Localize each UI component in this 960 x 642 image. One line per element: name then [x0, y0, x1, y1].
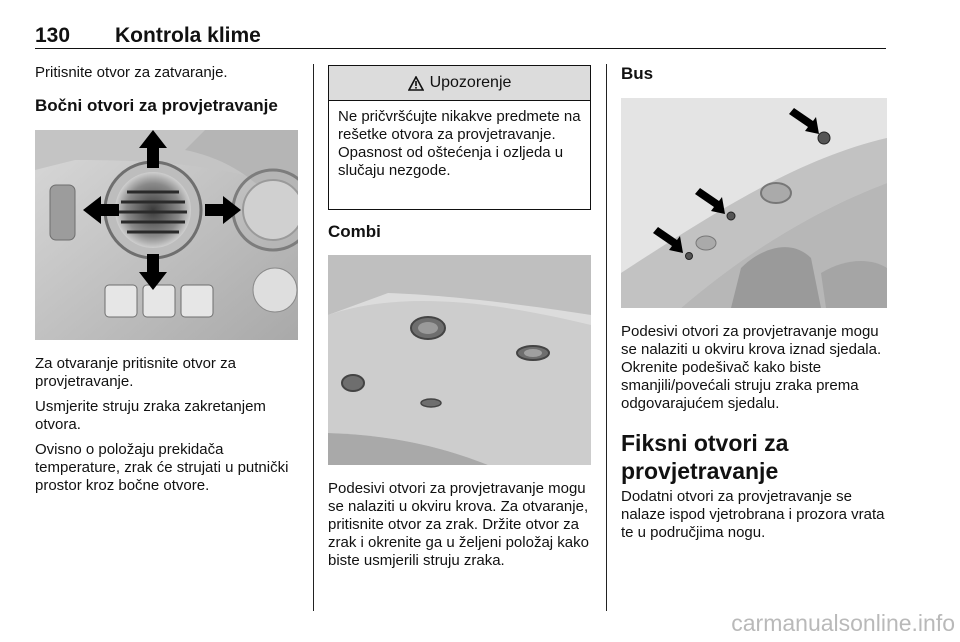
- side-vent-illustration: [35, 130, 300, 340]
- intro-text: Pritisnite otvor za zatvaranje.: [35, 64, 228, 81]
- side-vents-heading: Bočni otvori za provjetravanje: [35, 96, 278, 115]
- warning-title: Upozorenje: [429, 74, 512, 91]
- paragraph: Podesivi otvori za provjetravanje mogu se nalaziti u okviru krova iznad sjedala. Okrenite podešivač kako biste smanjili/povećali struju zraka prema odgovarajućem sjedalu.: [621, 323, 882, 412]
- fixed-vents-heading: Fiksni otvori za provjetravanje: [621, 430, 789, 484]
- warning-box: [328, 65, 591, 210]
- paragraph: Dodatni otvori za provjetravanje se nalaze ispod vjetrobrana i prozora vrata te u područjima nogu.: [621, 488, 885, 541]
- paragraph: Za otvaranje pritisnite otvor za provjetravanje.: [35, 355, 236, 390]
- combi-heading: Combi: [328, 222, 381, 241]
- page-header: [35, 24, 886, 49]
- column-divider: [313, 64, 314, 611]
- column-divider: [606, 64, 607, 611]
- warning-text: Ne pričvršćujte nikakve predmete na rešetke otvora za provjetravanje. Opasnost od oštećenja i ozljeda u slučaju nezgode.: [338, 108, 581, 179]
- middle-column: [328, 222, 593, 570]
- watermark: carmanualsonline.info: [731, 610, 955, 636]
- paragraph: Podesivi otvori za provjetravanje mogu se nalaziti u okviru krova. Za otvaranje, pritisnite otvor za zrak. Držite otvor za zrak i okrenite ga u željeni položaj kako biste usmjerili struju zraka.: [328, 480, 589, 569]
- bus-roof-illustration: [621, 98, 887, 308]
- warning-header: [329, 66, 590, 101]
- paragraph: Ovisno o položaju prekidača temperature, zrak će strujati u putnički prostor kroz bočne otvore.: [35, 441, 289, 494]
- chapter-title: Kontrola klime: [115, 24, 261, 47]
- warning-triangle-icon: [408, 76, 424, 91]
- paragraph: Usmjerite struju zraka zakretanjem otvora.: [35, 398, 266, 433]
- combi-roof-illustration: [328, 255, 593, 465]
- right-column: [621, 64, 887, 542]
- page-number: 130: [35, 24, 71, 47]
- bus-heading: Bus: [621, 64, 654, 83]
- left-column: [35, 64, 300, 495]
